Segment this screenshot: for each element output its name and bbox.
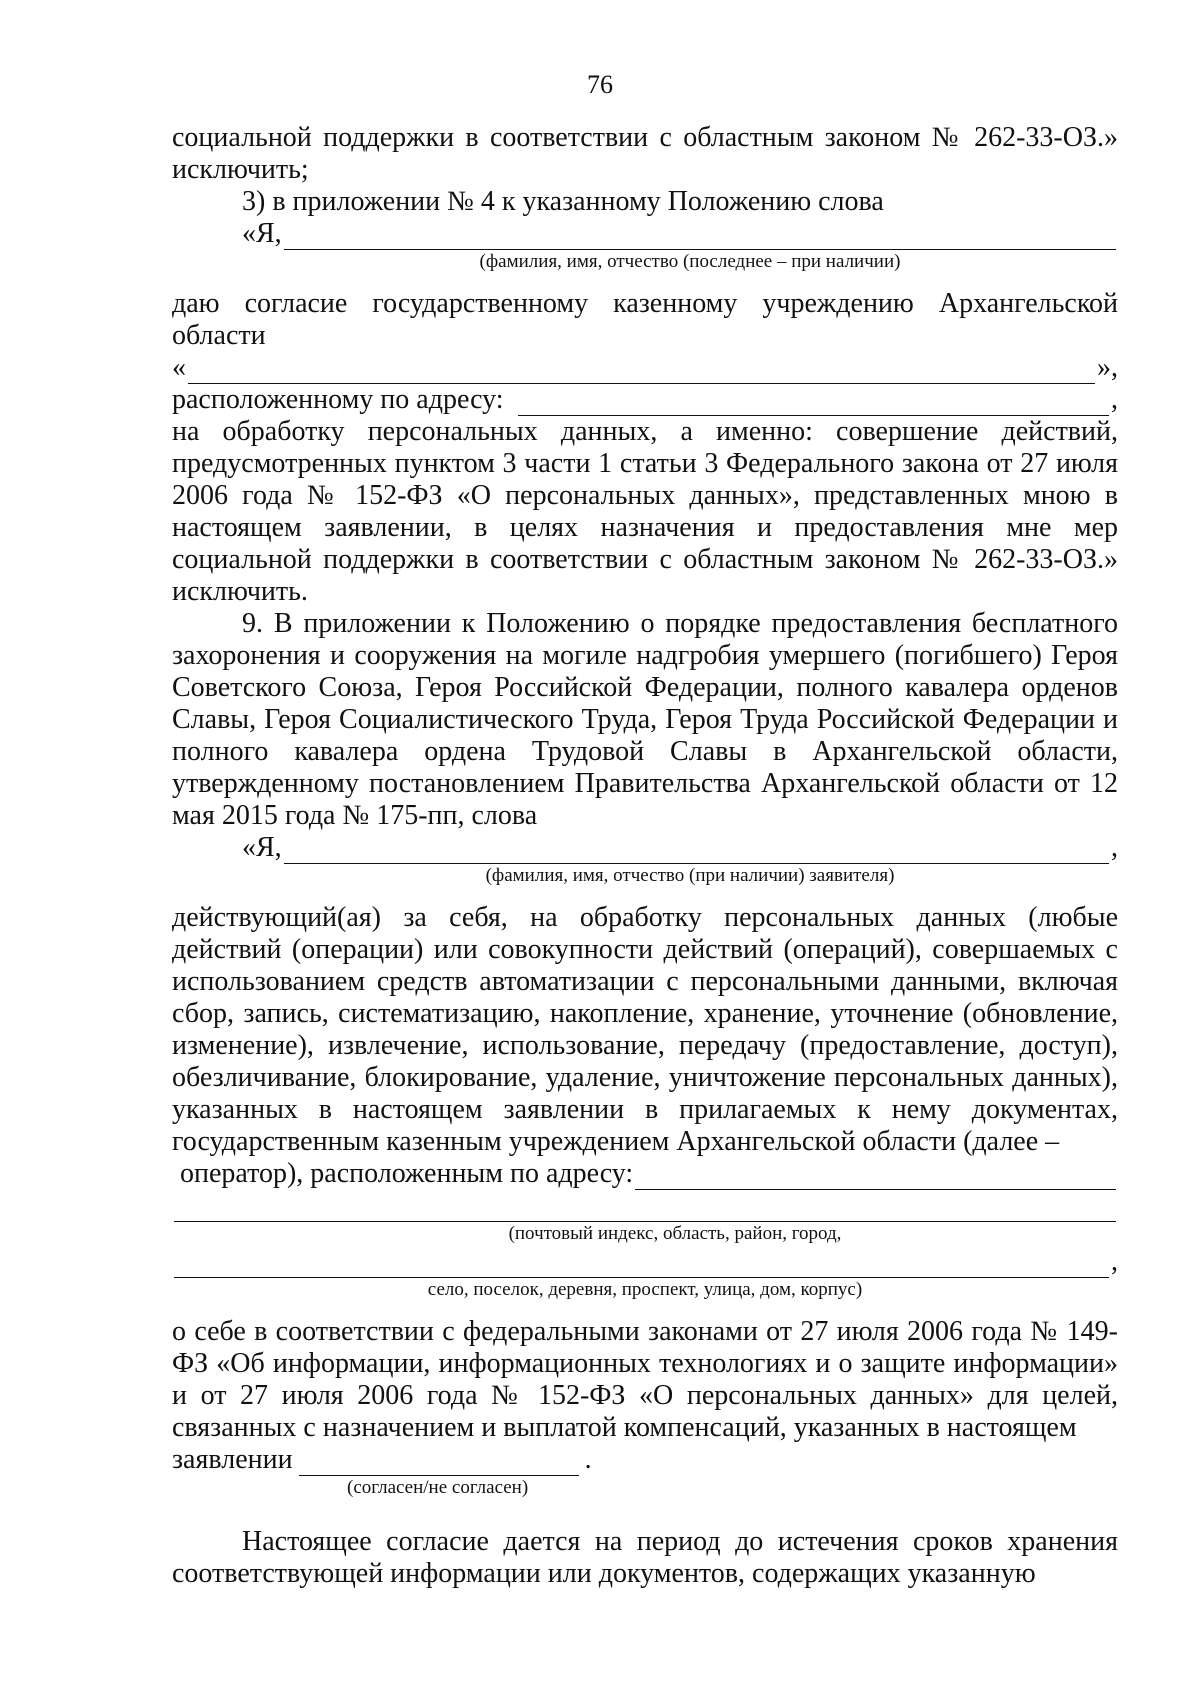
- address-line-3: [172, 1246, 1118, 1278]
- consent-blank[interactable]: [299, 1453, 579, 1476]
- ya-label-2: «Я,: [242, 832, 282, 863]
- institution-line: [172, 352, 1118, 384]
- page-number: 76: [587, 70, 613, 99]
- ya-label-1: «Я,: [242, 218, 282, 249]
- address-blank-3[interactable]: [174, 1255, 1109, 1278]
- paragraph-3: даю согласие государственному казенному учреждению Архангельской области: [172, 288, 1118, 351]
- fio-line-1: [172, 218, 1118, 250]
- caption-fio-2: (фамилия, имя, отчество (при наличии) заявителя): [485, 865, 895, 886]
- paragraph-5: 9. В приложении к Положению о порядке предоставления бесплатного захоронения и сооружения на могиле надгробия умершего (погибшего) Героя Советского Союза, Героя Российской Федерации, полного кавалера орденов Славы, Героя Социалистического Труда, Героя Труда Российской Федерации и полного кавалера ордена Трудовой Славы в Архангельской области, утвержденному постановлением Правительства Архангельской области от 12 мая 2015 года № 175-пп, слова: [172, 608, 1118, 831]
- address-label: расположенному по адресу:: [172, 384, 504, 415]
- consent-period: .: [584, 1444, 592, 1475]
- quote-open: «: [172, 352, 186, 383]
- institution-blank[interactable]: [188, 361, 1095, 384]
- address-comma: ,: [1111, 384, 1118, 415]
- paragraph-4: на обработку персональных данных, а именно: совершение действий, предусмотренных пунктом 3 части 1 статьи 3 Федерального закона от 27 июля 2006 года № 152-ФЗ «О персональных данных», представленных мною в настоящем заявлении, в целях назначения и предоставления мне мер социальной поддержки в соответствии с областным законом № 262-33-ОЗ.» исключить.: [172, 416, 1118, 607]
- address-line-2: [172, 1190, 1118, 1222]
- document-body: [172, 122, 1118, 1590]
- caption-address-1: (почтовый индекс, область, район, город,: [508, 1223, 842, 1244]
- paragraph-1: социальной поддержки в соответствии с областным законом № 262-33-ОЗ.» исключить;: [172, 122, 1118, 185]
- fio-blank-2[interactable]: [284, 841, 1109, 864]
- paragraph-8: Настоящее согласие дается на период до истечения сроков хранения соответствующей информации или документов, содержащих указанную: [172, 1526, 1118, 1589]
- caption-consent: (согласен/не согласен): [347, 1477, 529, 1498]
- consent-line: [172, 1444, 1118, 1476]
- address-comma-3: ,: [1111, 1246, 1118, 1277]
- address-blank-2[interactable]: [174, 1199, 1116, 1222]
- zayavlenii-label: заявлении: [172, 1444, 293, 1475]
- fio-line-2: [172, 832, 1118, 864]
- caption-fio-1: (фамилия, имя, отчество (последнее – при наличии): [479, 251, 901, 272]
- quote-close: »,: [1097, 352, 1118, 383]
- operator-address-blank[interactable]: [635, 1167, 1116, 1190]
- address-line-1: [172, 384, 1118, 416]
- paragraph-7: о себе в соответствии с федеральными законами от 27 июля 2006 года № 149-ФЗ «Об информации, информационных технологиях и о защите информации» и от 27 июля 2006 года № 152-ФЗ «О персональных данных» для целей, связанных с назначением и выплатой компенсаций, указанных в настоящем: [172, 1316, 1118, 1443]
- paragraph-2: 3) в приложении № 4 к указанному Положению слова: [242, 186, 884, 217]
- caption-address-2: село, поселок, деревня, проспект, улица, дом, корпус): [427, 1279, 863, 1300]
- paragraph-6: действующий(ая) за себя, на обработку персональных данных (любые действий (операции) или совокупности действий (операций), совершаемых с использованием средств автоматизации с персональными данными, включая сбор, запись, систематизацию, накопление, хранение, уточнение (обновление, изменение), извлечение, использование, передачу (предоставление, доступ), обезличивание, блокирование, удаление, уничтожение персональных данных), указанных в настоящем заявлении в прилагаемых к нему документах, государственным казенным учреждением Архангельской области (далее –: [172, 902, 1118, 1157]
- address-blank-1[interactable]: [518, 393, 1109, 416]
- fio-blank-1[interactable]: [284, 227, 1116, 250]
- operator-label: оператор), расположенным по адресу:: [180, 1158, 634, 1189]
- operator-line: [172, 1158, 1118, 1190]
- fio-comma-2: ,: [1111, 832, 1118, 863]
